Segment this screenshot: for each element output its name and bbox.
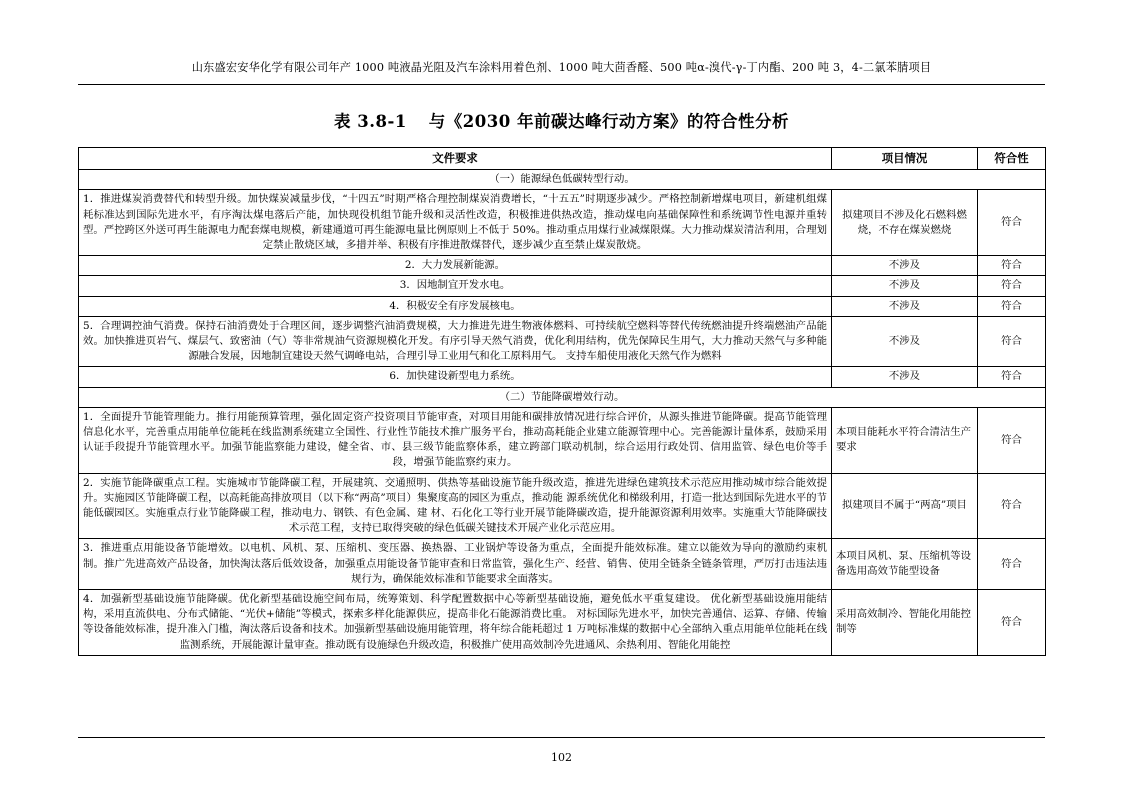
cell-requirement: 4．积极安全有序发展核电。	[79, 296, 832, 316]
table-row	[79, 190, 1046, 256]
cell-project-status: 不涉及	[832, 367, 978, 387]
cell-requirement: 1．全面提升节能管理能力。推行用能预算管理，强化固定资产投资项目节能审查，对项目用能和碳排放情况进行综合评价，从源头推进节能降碳。提高节能管理信息化水平，完善重点用能单位能耗在线监测系统建立全国性、行业性节能技术推广服务平台，推动高耗能企业建立能源管理中心。完善能源计量体系，鼓励采用认证手段提升节能管理水平。加强节能监察能力建设，健全省、市、县三级节能监察体系，建立跨部门联动机制，综合运用行政处罚、信用监管、绿色电价等手段，增强节能监察约束力。	[79, 407, 832, 473]
cell-conformity: 符合	[978, 539, 1046, 590]
cell-conformity: 符合	[978, 367, 1046, 387]
cell-conformity: 符合	[978, 256, 1046, 276]
cell-requirement: 5．合理调控油气消费。保持石油消费处于合理区间，逐步调整汽油消费规模，大力推进先进生物液体燃料、可持续航空燃料等替代传统燃油提升终端燃油产品能效。加快推进页岩气、煤层气、致密油（气）等非常规油气资源规模化开发。有序引导天然气消费，优化利用结构，优先保障民生用气，大力推动天然气与多种能源融合发展，因地制宜建设天然气调峰电站，合理引导工业用气和化工原料用气。 支持车船使用液化天然气作为燃料	[79, 316, 832, 367]
footer-rule	[78, 737, 1045, 738]
table-row	[79, 407, 1046, 473]
table-row	[79, 316, 1046, 367]
table-caption-number: 表 3.8-1	[334, 112, 407, 131]
cell-requirement: 2．实施节能降碳重点工程。实施城市节能降碳工程，开展建筑、交通照明、供热等基础设施节能升级改造，推进先进绿色建筑技术示范应用推动城市综合能效提升。实施园区节能降碳工程，以高耗能高排放项目（以下称“两高”项目）集聚度高的园区为重点，推动能 源系统优化和梯级利用，打造一批达到国际先进水平的节能低碳园区。实施重点行业节能降碳工程，推动电力、钢铁、有色金属、建 材、石化化工等行业开展节能降碳改造，提升能源资源利用效率。实施重大节能降碳技术示范工程，支持已取得突破的绿色低碳关键技术开展产业化示范应用。	[79, 473, 832, 539]
table-row	[79, 539, 1046, 590]
cell-conformity: 符合	[978, 407, 1046, 473]
header-rule	[78, 84, 1045, 85]
cell-conformity: 符合	[978, 316, 1046, 367]
cell-project-status: 不涉及	[832, 316, 978, 367]
col-header-conformity: 符合性	[978, 148, 1046, 170]
table-row	[79, 256, 1046, 276]
table-header-row	[79, 148, 1046, 170]
section-heading: （二）节能降碳增效行动。	[79, 387, 1046, 407]
table-caption	[78, 108, 1045, 132]
table-body	[79, 170, 1046, 656]
cell-requirement: 1．推进煤炭消费替代和转型升级。加快煤炭减量步伐，“十四五”时期严格合理控制煤炭消费增长，“十五五”时期逐步减少。严格控制新增煤电项目，新建机组煤耗标准达到国际先进水平，有序淘汰煤电落后产能，加快现役机组节能升级和灵活性改造，积极推进供热改造，推动煤电向基础保障性和系统调节性电源并重转型。严控跨区外送可再生能源电力配套煤电规模，新建通道可再生能源电量比例原则上不低于 50%。推动重点用煤行业减煤限煤。大力推动煤炭清洁利用，合理划定禁止散烧区域，多措并举、积极有序推进散煤替代，逐步减少直至禁止煤炭散烧。	[79, 190, 832, 256]
cell-requirement: 3．因地制宜开发水电。	[79, 276, 832, 296]
cell-project-status: 拟建项目不涉及化石燃料燃烧，不存在煤炭燃烧	[832, 190, 978, 256]
col-header-requirement: 文件要求	[79, 148, 832, 170]
cell-requirement: 3．推进重点用能设备节能增效。以电机、风机、泵、压缩机、变压器、换热器、工业锅炉等设备为重点，全面提升能效标准。建立以能效为导向的激励约束机制。推广先进高效产品设备，加快淘汰落后低效设备，加强重点用能设备节能审查和日常监管，强化生产、经营、销售、使用全链条全链条管理，严厉打击违法违规行为，确保能效标准和节能要求全面落实。	[79, 539, 832, 590]
table-row	[79, 367, 1046, 387]
cell-conformity: 符合	[978, 276, 1046, 296]
cell-project-status: 本项目能耗水平符合清洁生产要求	[832, 407, 978, 473]
cell-project-status: 本项目风机、泵、压缩机等设备选用高效节能型设备	[832, 539, 978, 590]
table-row	[79, 590, 1046, 656]
comparison-table-wrapper	[78, 147, 1045, 656]
cell-conformity: 符合	[978, 590, 1046, 656]
running-header: 山东盛宏安华化学有限公司年产 1000 吨液晶光阻及汽车涂料用着色剂、1000 吨大茴香醛、500 吨α-溴代-γ-丁内酯、200 吨 3，4-二氯苯腈项目	[191, 61, 932, 74]
cell-project-status: 拟建项目不属于“两高”项目	[832, 473, 978, 539]
table-row	[79, 276, 1046, 296]
cell-project-status: 采用高效制冷、智能化用能控制等	[832, 590, 978, 656]
cell-requirement: 4．加强新型基础设施节能降碳。优化新型基础设施空间布局，统筹策划、科学配置数据中心等新型基础设施，避免低水平重复建设。 优化新型基础设施用能结构，采用直流供电、分布式储能、“光伏+储能”等模式，探索多样化能源供应，提高非化石能源消费比重。 对标国际先进水平，加快完善通信、运算、存储、传输等设备能效标准，提升准入门槛，淘汰落后设备和技术。加强新型基础设施用能管理，将年综合能耗超过 1 万吨标准煤的数据中心全部纳入重点用能单位能耗在线监测系统，开展能源计量审查。推动既有设施绿色升级改造，积极推广使用高效制冷先进通风、余热利用、智能化用能控	[79, 590, 832, 656]
table-row	[79, 473, 1046, 539]
page-number: 102	[551, 751, 572, 764]
cell-project-status: 不涉及	[832, 296, 978, 316]
comparison-table	[78, 147, 1046, 656]
cell-conformity: 符合	[978, 473, 1046, 539]
section-heading: （一）能源绿色低碳转型行动。	[79, 170, 1046, 190]
cell-requirement: 2．大力发展新能源。	[79, 256, 832, 276]
cell-requirement: 6．加快建设新型电力系统。	[79, 367, 832, 387]
col-header-project: 项目情况	[832, 148, 978, 170]
table-header	[79, 148, 1046, 170]
cell-conformity: 符合	[978, 190, 1046, 256]
table-caption-title: 与《2030 年前碳达峰行动方案》的符合性分析	[428, 112, 789, 131]
table-section-heading-row	[79, 387, 1046, 407]
cell-project-status: 不涉及	[832, 256, 978, 276]
cell-project-status: 不涉及	[832, 276, 978, 296]
cell-conformity: 符合	[978, 296, 1046, 316]
table-row	[79, 296, 1046, 316]
table-section-heading-row	[79, 170, 1046, 190]
